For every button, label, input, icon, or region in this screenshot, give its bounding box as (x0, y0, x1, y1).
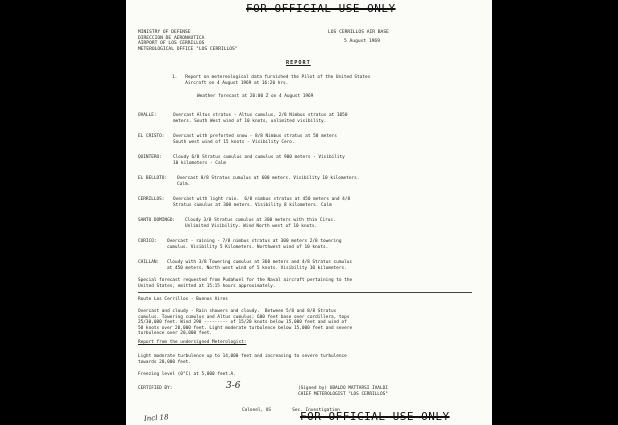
met-office-line: METEROLOGICAL OFFICE "LOS CERRILLOS" (138, 46, 238, 52)
colonel-line: Colonel, US Sec. Investigation (242, 408, 340, 413)
station-name: SANTO DOMINGO: (138, 218, 176, 223)
station-name: CERRILLOS: (138, 197, 165, 202)
meterologist-line: towards 20,000 feet. (138, 359, 191, 365)
station-text: 10 kilometers - Calm (173, 160, 226, 166)
route-line: Overcast and cloudy - Rain showers and cloudy. Between 5/8 and 8/8 Stratus (138, 309, 337, 314)
station-text: South west wind of 15 knots - Visibility Cero. (173, 139, 295, 145)
station-name: QUINTERO: (138, 155, 162, 160)
station-text: Overcast with light rain. 6/8 nimbus stratus at 450 meters and 4/8 (173, 197, 351, 202)
station-name: EL CRISTO: (138, 134, 165, 139)
classification-stamp-top: FOR OFFICIAL USE ONLY (246, 2, 396, 15)
route-line: 50 knots over 20,000 feet. Light moderate turbulence below 15,000 feet and severe (138, 325, 353, 331)
section-divider (138, 292, 472, 293)
intro-line-1: 1. Report on metereological data furnished the Pilot of the United States (172, 75, 371, 80)
certified-label: CERTIFIED BY: (138, 386, 173, 391)
station-text: Overcast 8/8 Stratus cumulus at 600 meters. Visibility 10 kilometers. (177, 176, 360, 181)
meterologist-line: Light moderate turbulence up to 14,000 feet and increasing to severe turbulence (138, 354, 347, 359)
station-text: Calm. (177, 181, 191, 187)
station-text: at 450 meters. North west wind of 5 knots. Visibility 10 kilometers. (167, 265, 347, 271)
route-line: turbulence over 20,000 feet. (138, 331, 213, 336)
station-text: Overcast with preforted snow - 8/8 Nimbus stratus at 50 meters (173, 134, 337, 139)
direccion-line: DIRECCION DE AERONAUTICA (138, 35, 205, 41)
intro-line-2: Aircraft on 4 August 1969 at 16:20 hrs. (172, 80, 289, 86)
station-text: Overcast Altus stratus - Altus cumulus, 2/8 Nimbus stratus at 1050 (173, 113, 348, 118)
station-text: Cloudy with 3/8 Towering cumulus at 360 meters and 4/8 Stratus cumulus (167, 260, 353, 265)
document-page (126, 0, 492, 425)
station-text: Unlimited Visibility. Wind North west of 10 knots. (185, 223, 318, 229)
air-base-line: LOS CERRILLOS AIR BASE (328, 30, 389, 35)
classification-stamp-bottom: FOR OFFICIAL USE ONLY (300, 410, 450, 423)
route-line: 25/30,000 feet. Wind 290 --------- of 15/20 knots below 15,000 feet and wind of (138, 320, 347, 325)
special-forecast-line: Special forecast requested from Pudahuel for the Naval aircraft pertaining to the (138, 278, 353, 283)
station-text: Stratus cumulus at 300 meters. Visibility 8 kilometers. Calm (173, 202, 332, 208)
special-forecast-line: United States, emitted at 15:15 hours approximately. (138, 283, 276, 289)
report-title: REPORT (286, 60, 311, 66)
station-name: EL BELLOTO: (138, 176, 168, 181)
route-heading: Route Los Cerrillos - Buenos Aires (138, 297, 228, 302)
station-text: meters. South West wind of 10 knots, unlimited visibility. (173, 118, 327, 124)
station-name: OVALLE: (138, 113, 157, 118)
meterologist-heading: Report from the undersigned Meterologist: (138, 340, 247, 345)
handwritten-inclosure-note: Incl 18 (143, 413, 169, 423)
station-text: Cloudy 6/8 Stratus cumulus and cumulus at 900 meters - Visibility (173, 155, 345, 160)
signed-by-line: (Signed by) UBALDO MATTARSI IVALDI (298, 386, 388, 391)
route-line: cumulus. Towering cumulus and Altus cumulus; 600 feet base over cordillera, tops (138, 314, 350, 320)
station-text: Cloudy 3/8 Stratus cumulus at 300 meters with thin Cirus. (185, 218, 336, 223)
station-name: CURICO: (138, 239, 157, 244)
airport-line: AIRPORT OF LOS CERRILLOS (138, 41, 205, 46)
handwritten-signature: 3-6 (226, 381, 241, 391)
report-date: 5 August 1969 (344, 39, 380, 44)
ministry-line: MINISTRY OF DEFENSE (138, 30, 191, 35)
station-name: CHILLAN: (138, 260, 160, 265)
station-text: Overcast - raining - 7/8 nimbus stratus at 300 meters 2/8 towering (167, 239, 342, 244)
forecast-line: Weather forecast at 20:00 Z on 4 August 1969 (197, 94, 314, 99)
station-text: cumulus. Visibility 5 Kilometers. Northwest wind of 10 knots. (167, 244, 329, 250)
signed-by-line: CHIEF METEROLOGIST "LOS CERRILLOS" (298, 391, 388, 397)
freezing-level: Freezing level (0°C) at 5,000 feet.A. (138, 372, 236, 377)
